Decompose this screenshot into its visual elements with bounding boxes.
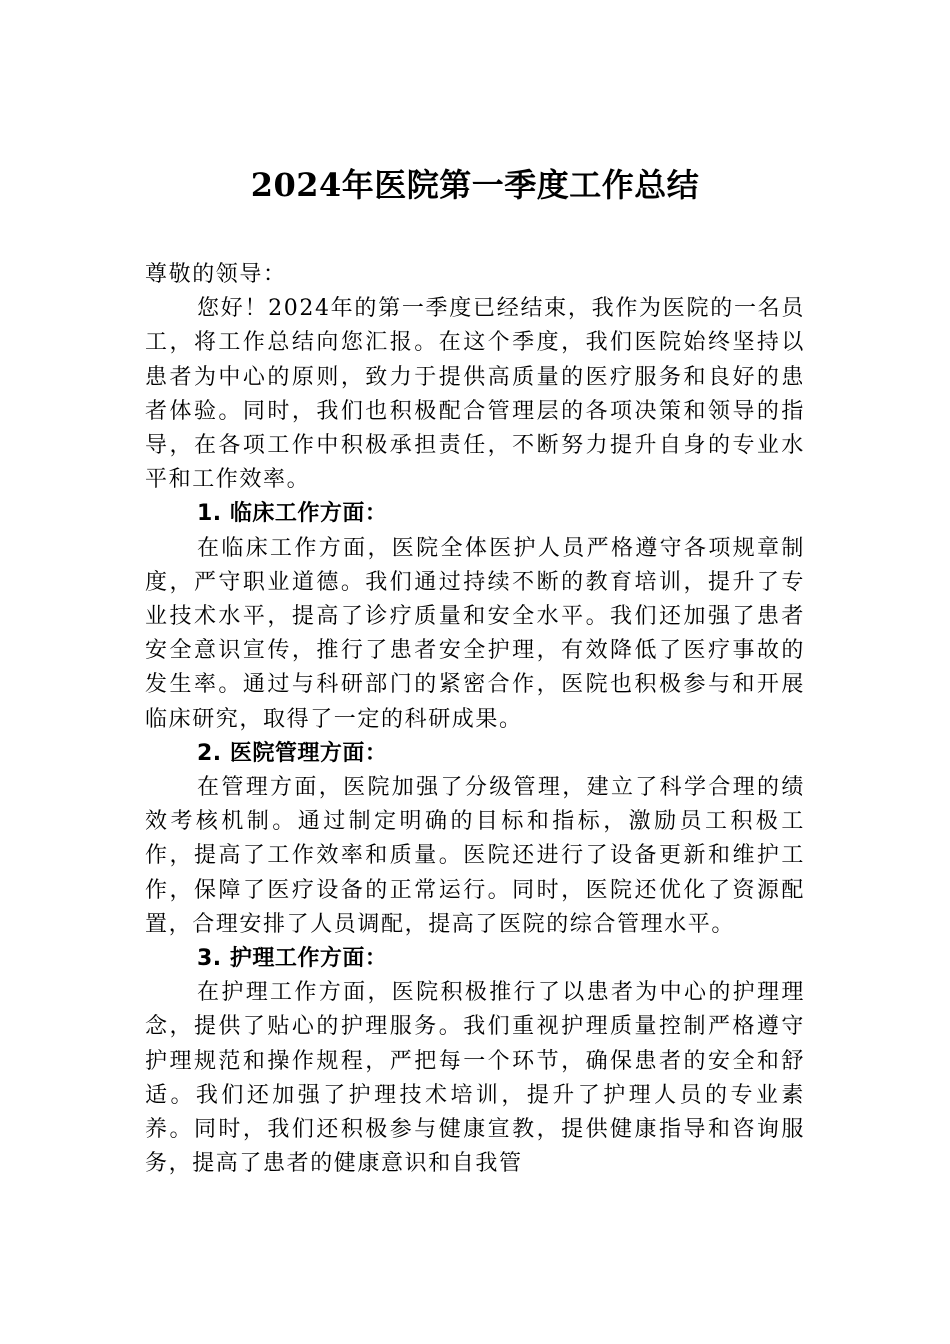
section-heading-nursing: 3. 护理工作方面： xyxy=(197,946,388,972)
salutation: 尊敬的领导： xyxy=(145,262,287,287)
intro-paragraph: 您好！2024年的第一季度已经结束，我作为医院的一名员工，将工作总结向您汇报。在这个季度，我们医院始终坚持以患者为中心的原则，致力于提供高质量的医疗服务和良好的患者体验。同时，我们也积极配合管理层的各项决策和领导的指导，在各项工作中积极承担责任，不断努力提升自身的专业水平和工作效率。 xyxy=(145,296,805,493)
section-paragraph-management: 在管理方面，医院加强了分级管理，建立了科学合理的绩效考核机制。通过制定明确的目标和指标，激励员工积极工作，提高了工作效率和质量。医院还进行了设备更新和维护工作，保障了医疗设备的正常运行。同时，医院还优化了资源配置，合理安排了人员调配，提高了医院的综合管理水平。 xyxy=(145,775,805,937)
section-paragraph-clinical: 在临床工作方面，医院全体医护人员严格遵守各项规章制度，严守职业道德。我们通过持续不断的教育培训，提升了专业技术水平，提高了诊疗质量和安全水平。我们还加强了患者安全意识宣传，推行了患者安全护理，有效降低了医疗事故的发生率。通过与科研部门的紧密合作，医院也积极参与和开展临床研究，取得了一定的科研成果。 xyxy=(145,535,805,732)
section-heading-clinical: 1. 临床工作方面： xyxy=(197,501,388,527)
document-title: 2024年医院第一季度工作总结 xyxy=(250,166,700,204)
section-heading-management: 2. 医院管理方面： xyxy=(197,740,388,766)
document-body xyxy=(145,258,805,1181)
section-paragraph-nursing: 在护理工作方面，医院积极推行了以患者为中心的护理理念，提供了贴心的护理服务。我们重视护理质量控制严格遵守护理规范和操作规程，严把每一个环节，确保患者的安全和舒适。我们还加强了护理技术培训，提升了护理人员的专业素养。同时，我们还积极参与健康宣教，提供健康指导和咨询服务，提高了患者的健康意识和自我管 xyxy=(145,980,805,1177)
